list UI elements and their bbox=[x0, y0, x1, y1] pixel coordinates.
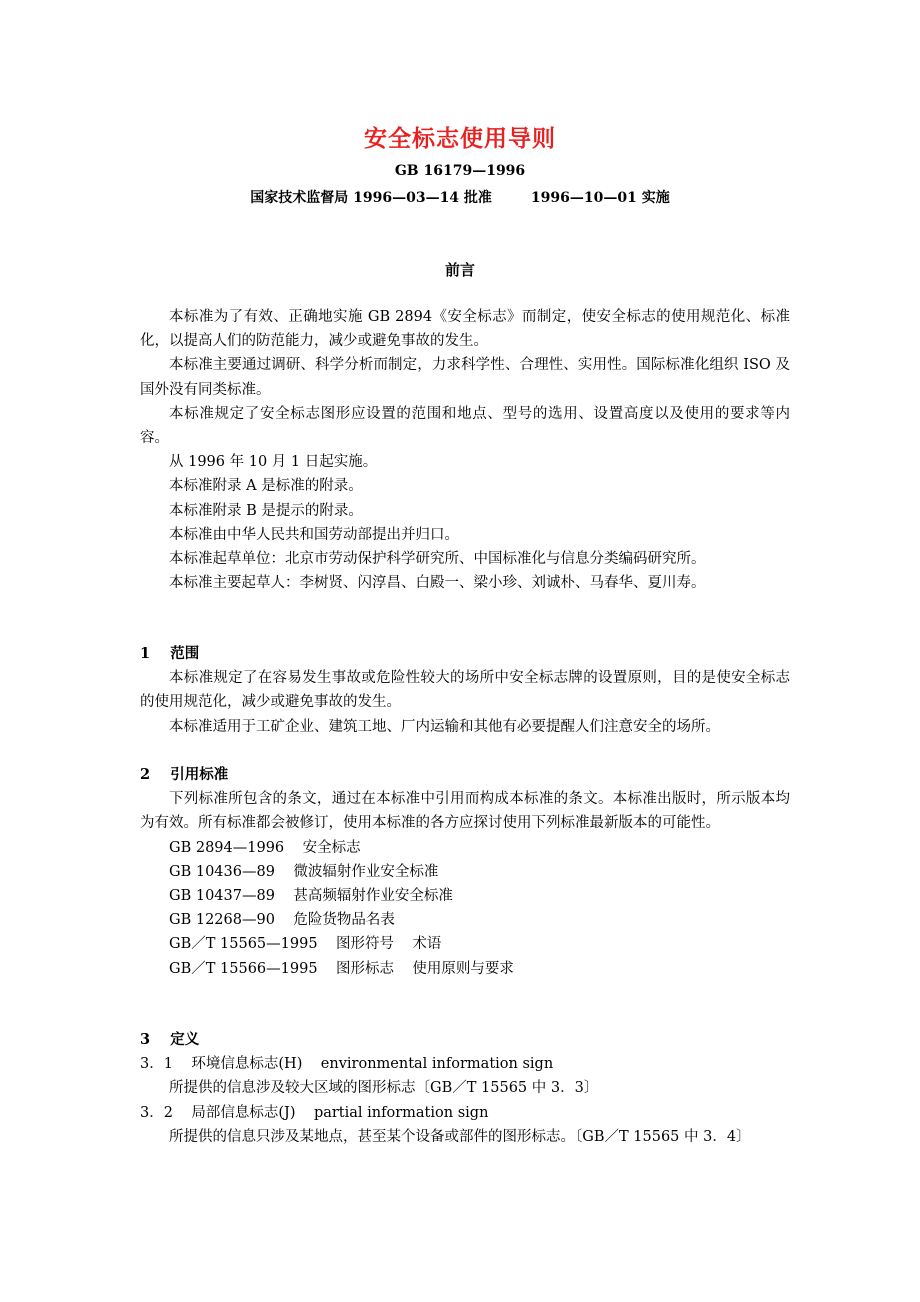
standard-number: GB 16179—1996 bbox=[394, 163, 526, 179]
section-paragraph: 本标准适用于工矿企业、建筑工地、厂内运输和其他有必要提醒人们注意安全的场所。 bbox=[169, 718, 720, 735]
section-heading: 3 定义 bbox=[140, 1031, 200, 1048]
preface-paragraph: 本标准附录 A 是标准的附录。 bbox=[169, 478, 363, 495]
preface-title: 前言 bbox=[444, 261, 475, 279]
definition-term: 3．1 环境信息标志(H) environmental information sign bbox=[140, 1056, 554, 1073]
document-title: 安全标志使用导则 bbox=[364, 125, 556, 152]
section-references bbox=[140, 763, 790, 981]
issuer-line: 国家技术监督局 1996—03—14 批准 1996—10—01 实施 bbox=[250, 190, 670, 206]
section-definitions bbox=[140, 1028, 790, 1149]
reference-item: GB 10437—89 甚高频辐射作业安全标准 bbox=[169, 888, 453, 905]
section-heading: 2 引用标准 bbox=[140, 766, 229, 783]
preface-body bbox=[140, 305, 790, 595]
preface-paragraph: 从 1996 年 10 月 1 日起实施。 bbox=[169, 454, 378, 471]
preface-paragraph: 本标准规定了安全标志图形应设置的范围和地点、型号的选用、设置高度以及使用的要求等内容。 bbox=[140, 405, 790, 447]
section-heading: 1 范围 bbox=[140, 645, 200, 662]
preface-paragraph: 本标准为了有效、正确地实施 GB 2894《安全标志》而制定，使安全标志的使用规范化、标准化，以提高人们的防范能力，减少或避免事故的发生。 bbox=[140, 309, 790, 350]
section-paragraph: 下列标准所包含的条文，通过在本标准中引用而构成本标准的条文。本标准出版时，所示版本均为有效。所有标准都会被修订，使用本标准的各方应探讨使用下列标准最新版本的可能性。 bbox=[140, 791, 790, 832]
reference-item: GB／T 15566—1995 图形标志 使用原则与要求 bbox=[169, 960, 514, 977]
preface-paragraph: 本标准主要通过调研、科学分析而制定，力求科学性、合理性、实用性。国际标准化组织 ISO 及国外没有同类标准。 bbox=[140, 357, 790, 398]
definition-term: 3．2 局部信息标志(J) partial information sign bbox=[140, 1104, 489, 1121]
reference-item: GB 10436—89 微波辐射作业安全标准 bbox=[169, 863, 439, 880]
definition-text: 所提供的信息涉及较大区域的图形标志〔GB／T 15565 中 3．3〕 bbox=[169, 1080, 599, 1097]
preface-paragraph: 本标准由中华人民共和国劳动部提出并归口。 bbox=[169, 526, 459, 543]
preface-paragraph: 本标准附录 B 是提示的附录。 bbox=[169, 502, 363, 519]
section-paragraph: 本标准规定了在容易发生事故或危险性较大的场所中安全标志牌的设置原则，目的是使安全标志的使用规范化，减少或避免事故的发生。 bbox=[140, 670, 790, 711]
preface-paragraph: 本标准起草单位：北京市劳动保护科学研究所、中国标准化与信息分类编码研究所。 bbox=[169, 551, 706, 568]
definition-text: 所提供的信息只涉及某地点，甚至某个设备或部件的图形标志。〔GB／T 15565 中 3．4〕 bbox=[169, 1128, 751, 1145]
reference-item: GB 2894—1996 安全标志 bbox=[169, 839, 361, 856]
section-scope bbox=[140, 642, 790, 739]
preface-paragraph: 本标准主要起草人：李树贤、闪淳昌、白殿一、梁小珍、刘诚朴、马春华、夏川寿。 bbox=[169, 575, 706, 592]
reference-item: GB 12268—90 危险货物品名表 bbox=[169, 912, 395, 929]
reference-item: GB／T 15565—1995 图形符号 术语 bbox=[169, 936, 442, 953]
